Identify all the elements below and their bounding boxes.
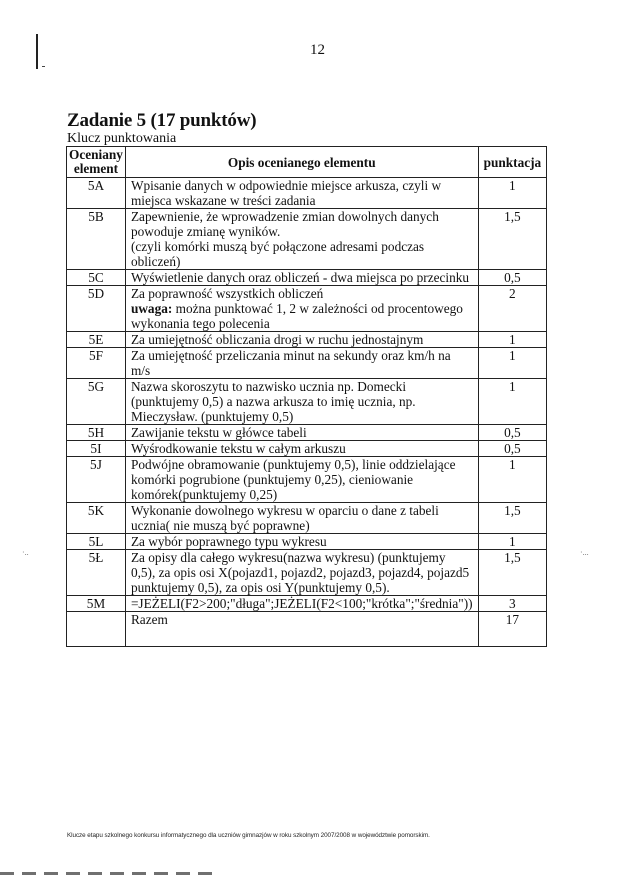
- row-id: 5I: [67, 441, 126, 457]
- scan-margin-mark: [36, 34, 38, 69]
- scoring-key-table: [66, 146, 547, 647]
- row-description: Za wybór poprawnego typu wykresu: [125, 534, 478, 550]
- table-row: [67, 348, 547, 379]
- row-description: Wykonanie dowolnego wykresu w oparciu o dane z tabeli ucznia( nie muszą być poprawne): [125, 503, 478, 534]
- row-id: 5F: [67, 348, 126, 379]
- row-points: 1: [478, 332, 547, 348]
- row-description-note: [131, 301, 473, 331]
- row-description-note: (czyli komórki muszą być połączone adresami podczas obliczeń): [130, 239, 425, 269]
- table-header-row: [67, 147, 547, 178]
- table-row: [67, 441, 547, 457]
- row-points: 1: [478, 348, 547, 379]
- page-footer: Klucze etapu szkolnego konkursu informatycznego dla uczniów gimnazjów w roku szkolnym 2007/2008 w województwie pomorskim.: [67, 832, 430, 839]
- task-title: Zadanie 5 (17 punktów): [67, 110, 257, 131]
- table-row: [67, 425, 547, 441]
- table-row: [67, 286, 547, 332]
- row-points: 1: [478, 178, 547, 209]
- row-id: 5D: [67, 286, 126, 332]
- row-points: 1: [478, 457, 547, 503]
- row-id: 5J: [67, 457, 126, 503]
- row-points: 1: [478, 379, 547, 425]
- row-description: =JEŻELI(F2>200;"długa";JEŻELI(F2<100;"krótka";"średnia")): [125, 596, 478, 612]
- table-row: [67, 550, 547, 596]
- row-description: Podwójne obramowanie (punktujemy 0,5), linie oddzielające komórki pogrubione (punktujemy 0,25), cieniowanie komórek(punktujemy 0,25): [125, 457, 478, 503]
- row-id: 5H: [67, 425, 126, 441]
- note-text: można punktować 1, 2 w zależności od procentowego wykonania tego polecenia: [130, 301, 463, 331]
- table-row: [67, 270, 547, 286]
- row-points: 1,5: [478, 209, 547, 270]
- row-id: 5Ł: [67, 550, 126, 596]
- table-row: [67, 457, 547, 503]
- row-points: 0,5: [478, 425, 547, 441]
- header-points: punktacja: [478, 147, 547, 178]
- task-subtitle: Klucz punktowania: [67, 131, 177, 146]
- row-description-main: Zapewnienie, że wprowadzenie zmian dowolnych danych powoduje zmianę wyników.: [130, 209, 439, 239]
- row-id: 5A: [67, 178, 126, 209]
- row-id: 5C: [67, 270, 126, 286]
- table-row: [67, 209, 547, 270]
- row-points: 1: [478, 534, 547, 550]
- total-label: Razem: [125, 612, 478, 647]
- table-row: [67, 178, 547, 209]
- row-points: 1,5: [478, 550, 547, 596]
- table-row: [67, 379, 547, 425]
- row-points: 3: [478, 596, 547, 612]
- row-description: Za umiejętność przeliczania minut na sekundy oraz km/h na m/s: [125, 348, 478, 379]
- row-description: Wyświetlenie danych oraz obliczeń - dwa miejsca po przecinku: [125, 270, 478, 286]
- row-description: [125, 286, 478, 332]
- header-element: Oceniany element: [67, 147, 126, 178]
- table-row: [67, 534, 547, 550]
- note-label: uwaga:: [130, 301, 173, 316]
- row-id: 5K: [67, 503, 126, 534]
- row-description: Za umiejętność obliczania drogi w ruchu jednostajnym: [125, 332, 478, 348]
- total-points: 17: [478, 612, 547, 647]
- row-points: 1,5: [478, 503, 547, 534]
- scan-artifact-right: ·...: [580, 548, 589, 557]
- row-id: 5L: [67, 534, 126, 550]
- row-description: Nazwa skoroszytu to nazwisko ucznia np. Domecki (punktujemy 0,5) a nazwa arkusza to imię ucznia, np. Mieczysław. (punktujemy 0,5): [125, 379, 478, 425]
- row-id: 5E: [67, 332, 126, 348]
- row-description: Wpisanie danych w odpowiednie miejsce arkusza, czyli w miejsca wskazane w treści zadania: [125, 178, 478, 209]
- scan-bottom-edge: [0, 872, 220, 875]
- row-id: 5G: [67, 379, 126, 425]
- row-description: Wyśrodkowanie tekstu w całym arkuszu: [125, 441, 478, 457]
- total-id: [67, 612, 126, 647]
- row-points: 2: [478, 286, 547, 332]
- header-description: Opis ocenianego elementu: [125, 147, 478, 178]
- row-points: 0,5: [478, 441, 547, 457]
- row-description: [125, 209, 478, 270]
- row-points: 0,5: [478, 270, 547, 286]
- row-description: Zawijanie tekstu w główce tabeli: [125, 425, 478, 441]
- page-number: 12: [310, 42, 325, 58]
- row-description: Za opisy dla całego wykresu(nazwa wykresu) (punktujemy 0,5), za opis osi X(pojazd1, pojazd2, pojazd3, pojazd4, pojazd5 punktujemy 0,5), za opis osi Y(punktujemy 0,5).: [125, 550, 478, 596]
- table-row: [67, 332, 547, 348]
- total-row: [67, 612, 547, 647]
- table-row: [67, 596, 547, 612]
- row-id: 5B: [67, 209, 126, 270]
- table-row: [67, 503, 547, 534]
- scan-margin-dot: [42, 66, 45, 67]
- row-id: 5M: [67, 596, 126, 612]
- scan-artifact-left: ·..: [22, 548, 29, 557]
- row-description-main: Za poprawność wszystkich obliczeń: [130, 286, 324, 301]
